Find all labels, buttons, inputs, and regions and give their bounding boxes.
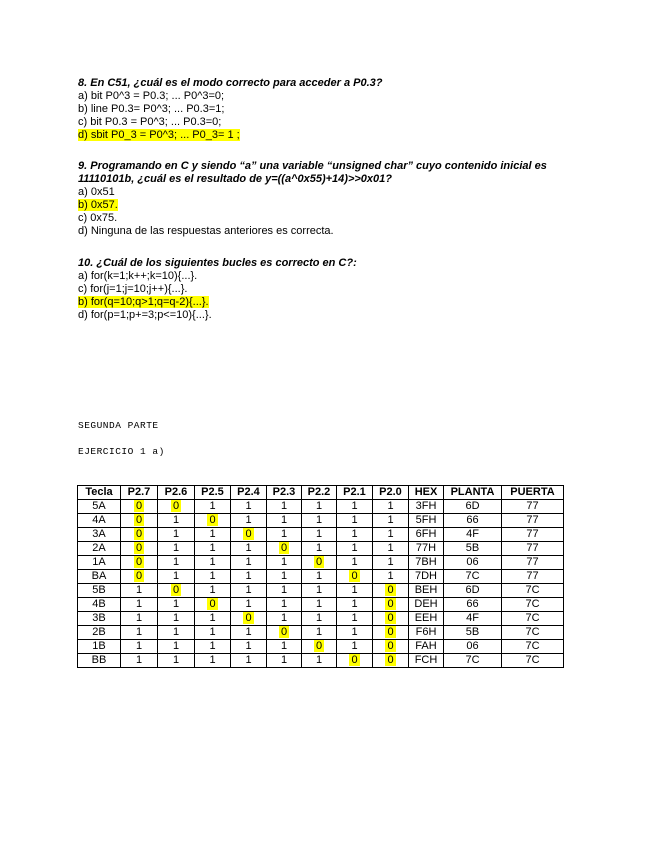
table-cell: 3B bbox=[78, 612, 121, 626]
table-cell: 1 bbox=[195, 654, 231, 668]
table-cell: 1 bbox=[195, 584, 231, 598]
question-8-option-a: a) bit P0^3 = P0.3; ... P0^3=0; bbox=[78, 90, 225, 102]
highlighted-zero-bit: 0 bbox=[172, 584, 180, 596]
table-cell: 3A bbox=[78, 528, 121, 542]
question-8-option-c: c) bit P0.3 = P0^3; ... P0.3=0; bbox=[78, 116, 222, 128]
table-cell: 1 bbox=[158, 542, 195, 556]
table-cell: 1 bbox=[337, 556, 373, 570]
table-cell: 2B bbox=[78, 626, 121, 640]
table-cell: BB bbox=[78, 654, 121, 668]
highlighted-zero-bit: 0 bbox=[387, 598, 394, 610]
question-8-option-b: b) line P0.3= P0^3; ... P0.3=1; bbox=[78, 103, 225, 115]
highlighted-zero-bit: 0 bbox=[280, 626, 288, 638]
table-row bbox=[78, 500, 564, 514]
highlighted-zero-bit: 0 bbox=[315, 556, 323, 568]
table-cell bbox=[267, 542, 302, 556]
table-row bbox=[78, 570, 564, 584]
table-cell: FCH bbox=[409, 654, 444, 668]
table-body bbox=[78, 500, 564, 668]
question-9-option-b-answer: b) 0x57. bbox=[78, 199, 118, 211]
table-cell: 1 bbox=[267, 556, 302, 570]
table-cell bbox=[373, 612, 409, 626]
table-cell: 1 bbox=[195, 500, 231, 514]
table-header-cell: P2.4 bbox=[231, 486, 267, 500]
table-cell: 1 bbox=[267, 612, 302, 626]
table-cell: 06 bbox=[444, 640, 502, 654]
table-cell: 1 bbox=[373, 500, 409, 514]
highlighted-zero-bit: 0 bbox=[135, 542, 143, 554]
table-cell: 1 bbox=[195, 528, 231, 542]
table-cell: 1 bbox=[267, 570, 302, 584]
table-cell bbox=[121, 514, 158, 528]
table-cell: 1 bbox=[195, 542, 231, 556]
table-cell: 1 bbox=[373, 556, 409, 570]
table-cell: 4A bbox=[78, 514, 121, 528]
table-cell bbox=[373, 626, 409, 640]
table-cell: 1 bbox=[231, 514, 267, 528]
table-cell: 1 bbox=[231, 626, 267, 640]
table-cell bbox=[373, 654, 409, 668]
table-cell: 77H bbox=[409, 542, 444, 556]
table-cell bbox=[231, 528, 267, 542]
table-cell: 1 bbox=[121, 626, 158, 640]
table-cell: 7C bbox=[444, 570, 502, 584]
table-cell: 1 bbox=[195, 612, 231, 626]
highlighted-zero-bit: 0 bbox=[135, 514, 143, 526]
table-cell: 1 bbox=[373, 514, 409, 528]
table-cell: 1 bbox=[302, 570, 337, 584]
table-header-row bbox=[78, 486, 564, 500]
table-cell: 1 bbox=[121, 640, 158, 654]
table-cell: 1 bbox=[267, 514, 302, 528]
table-cell bbox=[337, 654, 373, 668]
table-header-cell: P2.3 bbox=[267, 486, 302, 500]
question-10 bbox=[78, 257, 357, 322]
table-row bbox=[78, 640, 564, 654]
question-10-title: 10. ¿Cuál de los siguientes bucles es correcto en C?: bbox=[78, 257, 357, 269]
exercise-title: EJERCICIO 1 a) bbox=[78, 446, 165, 457]
table-cell: 1 bbox=[158, 514, 195, 528]
table-cell: 1 bbox=[195, 556, 231, 570]
table-cell bbox=[373, 640, 409, 654]
table-cell bbox=[121, 500, 158, 514]
question-9-option-c: c) 0x75. bbox=[78, 212, 118, 224]
table-cell: 1 bbox=[158, 528, 195, 542]
table-cell: 7BH bbox=[409, 556, 444, 570]
table-cell: 1A bbox=[78, 556, 121, 570]
question-8 bbox=[78, 77, 382, 142]
table-cell bbox=[121, 528, 158, 542]
table-cell: BEH bbox=[409, 584, 444, 598]
table-cell: 1B bbox=[78, 640, 121, 654]
table-row bbox=[78, 584, 564, 598]
table-cell: 7C bbox=[444, 654, 502, 668]
question-8-title: 8. En C51, ¿cuál es el modo correcto para acceder a P0.3? bbox=[78, 77, 383, 89]
table-cell: 2A bbox=[78, 542, 121, 556]
highlighted-zero-bit: 0 bbox=[135, 528, 143, 540]
table-cell: 1 bbox=[302, 654, 337, 668]
table-cell: 1 bbox=[195, 570, 231, 584]
table-row bbox=[78, 514, 564, 528]
table-cell: 1 bbox=[337, 542, 373, 556]
table-cell: 1 bbox=[267, 528, 302, 542]
table-cell: 1 bbox=[373, 570, 409, 584]
highlighted-zero-bit: 0 bbox=[135, 500, 143, 512]
highlighted-zero-bit: 0 bbox=[135, 570, 143, 582]
table-cell: 1 bbox=[267, 598, 302, 612]
table-row bbox=[78, 556, 564, 570]
question-9-option-a: a) 0x51 bbox=[78, 186, 115, 198]
highlighted-zero-bit: 0 bbox=[245, 528, 252, 540]
table-cell bbox=[373, 598, 409, 612]
table-cell: 1 bbox=[158, 640, 195, 654]
table-cell bbox=[267, 626, 302, 640]
table-cell bbox=[158, 584, 195, 598]
table-cell: 4F bbox=[444, 612, 502, 626]
table-cell: 1 bbox=[267, 654, 302, 668]
question-9-title-line1: 9. Programando en C y siendo “a” una variable “unsigned char” cuyo contenido inicial es bbox=[78, 160, 547, 172]
table-cell: 1 bbox=[302, 612, 337, 626]
highlighted-zero-bit: 0 bbox=[280, 542, 288, 554]
table-cell: 5A bbox=[78, 500, 121, 514]
table-cell: 1 bbox=[337, 640, 373, 654]
table-cell: 7DH bbox=[409, 570, 444, 584]
table-cell: 7C bbox=[502, 584, 564, 598]
table-cell: 5FH bbox=[409, 514, 444, 528]
table-header-cell: P2.0 bbox=[373, 486, 409, 500]
highlighted-zero-bit: 0 bbox=[387, 626, 394, 638]
table-header-cell: P2.6 bbox=[158, 486, 195, 500]
table-header-cell: P2.5 bbox=[195, 486, 231, 500]
table-row bbox=[78, 612, 564, 626]
table-cell bbox=[373, 584, 409, 598]
highlighted-zero-bit: 0 bbox=[387, 612, 394, 624]
highlighted-zero-bit: 0 bbox=[387, 654, 394, 666]
question-9-title-line2: 11110101b, ¿cuál es el resultado de y=((a^0x55)+14)>>0x01? bbox=[78, 173, 392, 185]
table-cell: 1 bbox=[337, 500, 373, 514]
table-cell: 1 bbox=[337, 528, 373, 542]
table-cell: 1 bbox=[337, 584, 373, 598]
table-cell bbox=[121, 570, 158, 584]
question-10-option-a: a) for(k=1;k++;k=10){...}. bbox=[78, 270, 198, 282]
highlighted-zero-bit: 0 bbox=[315, 640, 323, 652]
table-row bbox=[78, 654, 564, 668]
table-cell bbox=[121, 542, 158, 556]
table-cell: F6H bbox=[409, 626, 444, 640]
question-10-option-d: d) for(p=1;p+=3;p<=10){...}. bbox=[78, 309, 212, 321]
table-header-cell: P2.7 bbox=[121, 486, 158, 500]
table-cell: 1 bbox=[195, 640, 231, 654]
table-cell: 77 bbox=[502, 514, 564, 528]
table-cell: 4F bbox=[444, 528, 502, 542]
table-header-cell: PLANTA bbox=[444, 486, 502, 500]
table-cell: 1 bbox=[302, 598, 337, 612]
table-cell bbox=[231, 612, 267, 626]
table-cell: 7C bbox=[502, 626, 564, 640]
table-cell: 1 bbox=[373, 542, 409, 556]
table-header-cell: HEX bbox=[409, 486, 444, 500]
table-cell: 1 bbox=[302, 542, 337, 556]
highlighted-zero-bit: 0 bbox=[172, 500, 180, 512]
table-row bbox=[78, 542, 564, 556]
table-cell bbox=[302, 640, 337, 654]
table-cell: 5B bbox=[444, 542, 502, 556]
table-cell: 5B bbox=[444, 626, 502, 640]
table-cell bbox=[195, 598, 231, 612]
table-cell: EEH bbox=[409, 612, 444, 626]
table-cell: 1 bbox=[231, 556, 267, 570]
table-cell: 1 bbox=[231, 584, 267, 598]
table-cell: 1 bbox=[231, 654, 267, 668]
table-cell: 1 bbox=[337, 598, 373, 612]
question-9 bbox=[78, 160, 547, 238]
table-cell: 1 bbox=[267, 584, 302, 598]
table-cell: 77 bbox=[502, 556, 564, 570]
table-cell: 6FH bbox=[409, 528, 444, 542]
table-cell: 06 bbox=[444, 556, 502, 570]
table-cell bbox=[302, 556, 337, 570]
table-header-cell: PUERTA bbox=[502, 486, 564, 500]
question-9-option-d: d) Ninguna de las respuestas anteriores es correcta. bbox=[78, 225, 334, 237]
table-cell: 7C bbox=[502, 612, 564, 626]
table-cell: 4B bbox=[78, 598, 121, 612]
keypad-table bbox=[77, 485, 564, 668]
table-cell: 1 bbox=[302, 584, 337, 598]
highlighted-zero-bit: 0 bbox=[245, 612, 252, 624]
table-cell: DEH bbox=[409, 598, 444, 612]
table-cell: 1 bbox=[231, 542, 267, 556]
table-cell: 6D bbox=[444, 584, 502, 598]
table-row bbox=[78, 598, 564, 612]
table-cell: 5B bbox=[78, 584, 121, 598]
table-cell bbox=[121, 556, 158, 570]
table-cell: 1 bbox=[121, 654, 158, 668]
table-header-cell: P2.1 bbox=[337, 486, 373, 500]
table-cell: 1 bbox=[158, 626, 195, 640]
highlighted-zero-bit: 0 bbox=[387, 640, 394, 652]
table-cell: 7C bbox=[502, 598, 564, 612]
highlighted-zero-bit: 0 bbox=[209, 514, 216, 526]
table-cell: 77 bbox=[502, 528, 564, 542]
table-cell: 1 bbox=[158, 654, 195, 668]
table-cell: FAH bbox=[409, 640, 444, 654]
table-cell: 1 bbox=[158, 556, 195, 570]
question-10-option-c: c) for(j=1;j=10;j++){...}. bbox=[78, 283, 188, 295]
question-8-option-d-answer: d) sbit P0_3 = P0^3; ... P0_3= 1 ; bbox=[78, 129, 240, 141]
table-cell: 6D bbox=[444, 500, 502, 514]
table-cell: 1 bbox=[231, 640, 267, 654]
table-cell: 1 bbox=[231, 570, 267, 584]
table-cell: 1 bbox=[302, 626, 337, 640]
highlighted-zero-bit: 0 bbox=[135, 556, 143, 568]
table-cell bbox=[158, 500, 195, 514]
table-cell: 1 bbox=[337, 612, 373, 626]
highlighted-zero-bit: 0 bbox=[209, 598, 216, 610]
table-cell: 1 bbox=[302, 528, 337, 542]
table-cell: 1 bbox=[231, 500, 267, 514]
table-header-cell: Tecla bbox=[78, 486, 121, 500]
table-cell: 1 bbox=[231, 598, 267, 612]
table-cell: 1 bbox=[337, 514, 373, 528]
table-cell: 1 bbox=[121, 598, 158, 612]
table-cell: 77 bbox=[502, 542, 564, 556]
table-cell bbox=[195, 514, 231, 528]
table-cell: BA bbox=[78, 570, 121, 584]
table-cell bbox=[337, 570, 373, 584]
table-cell: 1 bbox=[121, 584, 158, 598]
section-title: SEGUNDA PARTE bbox=[78, 420, 159, 431]
table-row bbox=[78, 626, 564, 640]
table-cell: 1 bbox=[158, 612, 195, 626]
table-cell: 1 bbox=[121, 612, 158, 626]
table-cell: 1 bbox=[373, 528, 409, 542]
table-cell: 1 bbox=[302, 500, 337, 514]
table-cell: 1 bbox=[337, 626, 373, 640]
table-cell: 77 bbox=[502, 570, 564, 584]
highlighted-zero-bit: 0 bbox=[387, 584, 394, 596]
table-cell: 7C bbox=[502, 640, 564, 654]
table-cell: 77 bbox=[502, 500, 564, 514]
table-cell: 1 bbox=[158, 570, 195, 584]
table-cell: 1 bbox=[302, 514, 337, 528]
table-cell: 3FH bbox=[409, 500, 444, 514]
table-header-cell: P2.2 bbox=[302, 486, 337, 500]
table-cell: 1 bbox=[158, 598, 195, 612]
table-cell: 1 bbox=[267, 640, 302, 654]
table-row bbox=[78, 528, 564, 542]
table-cell: 1 bbox=[267, 500, 302, 514]
table-cell: 66 bbox=[444, 598, 502, 612]
highlighted-zero-bit: 0 bbox=[351, 654, 358, 666]
question-10-option-b-answer: b) for(q=10;q>1;q=q-2){...}. bbox=[78, 296, 209, 308]
table-cell: 1 bbox=[195, 626, 231, 640]
table-cell: 7C bbox=[502, 654, 564, 668]
highlighted-zero-bit: 0 bbox=[351, 570, 358, 582]
table-cell: 66 bbox=[444, 514, 502, 528]
